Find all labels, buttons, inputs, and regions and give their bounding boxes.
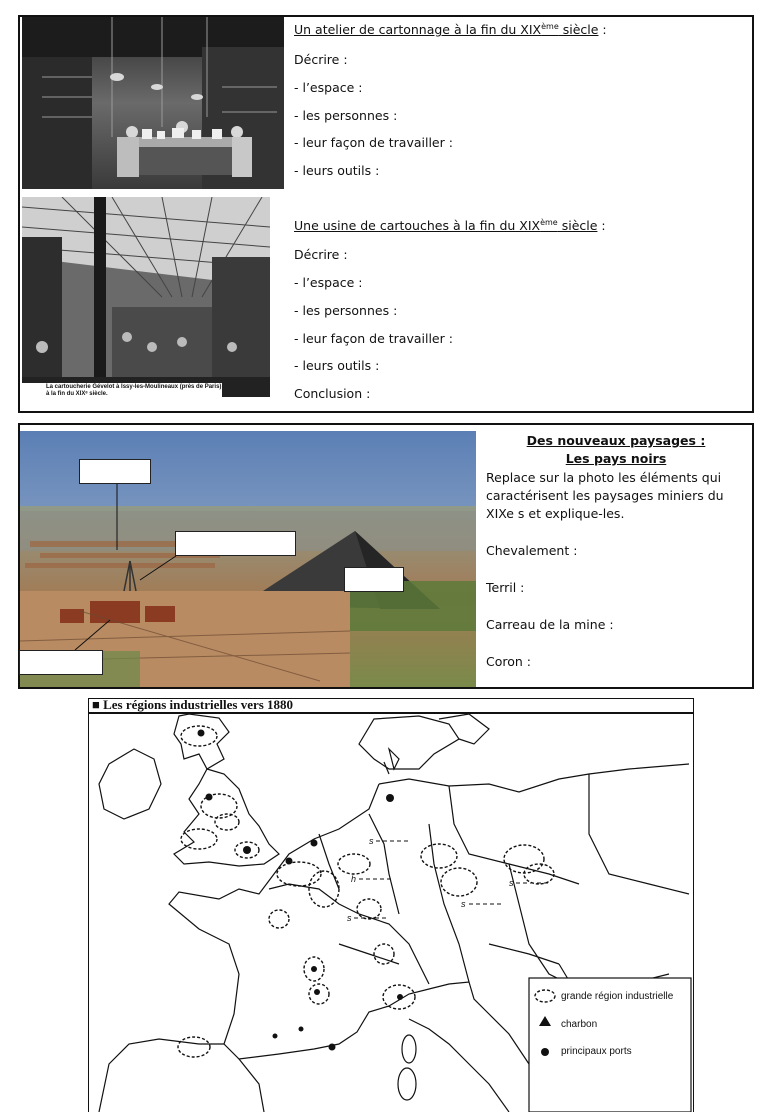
factory-title-colon: : (597, 218, 606, 234)
legend-label-industrial-region: grande région industrielle (561, 991, 674, 1002)
workshop-outils: - leurs outils : (294, 163, 380, 178)
scotland-coast (174, 714, 229, 769)
workshop-decrire: Décrire : (294, 52, 348, 67)
continent-coast (169, 784, 389, 1059)
workshop-personnes: - les personnes : (294, 108, 398, 123)
scandinavia-coast (359, 716, 459, 769)
workshop-title-text: Un atelier de cartonnage à la fin du XIX (294, 22, 542, 38)
workshop-facon: - leur façon de travailler : (294, 135, 453, 150)
conclusion-label: Conclusion : (294, 386, 371, 401)
blank-label-box-2[interactable] (175, 531, 296, 556)
caption-line-2: à la fin du XIXᵉ siècle. (46, 391, 108, 397)
coron-label: Coron : (486, 654, 531, 669)
caption-line-1: La cartoucherie Gévelot à Issy-les-Moulineaux (près de Paris) (46, 384, 222, 390)
mining-heading-2: Les pays noirs (565, 451, 667, 466)
factory-decrire: Décrire : (294, 247, 348, 262)
blank-label-box-1[interactable] (79, 459, 151, 484)
baltic-coast (379, 764, 689, 792)
mining-instructions-line-3: XIXe s et explique-les. (486, 506, 625, 521)
workshop-espace: - l’espace : (294, 80, 363, 95)
factory-personnes: - les personnes : (294, 303, 398, 318)
workshop-title-suffix: siècle (558, 22, 599, 38)
legend-label-ports: principaux ports (561, 1046, 632, 1057)
factory-outils: - leurs outils : (294, 358, 380, 373)
factory-facon: - leur façon de travailler : (294, 331, 453, 346)
blank-label-box-4[interactable] (19, 650, 103, 675)
mining-heading-1: Des nouveaux paysages : (526, 433, 706, 448)
iberia-coast (99, 1039, 264, 1112)
map-marker-h: h (351, 874, 357, 884)
map-marker-s-3: s (461, 899, 466, 909)
blank-label-box-3[interactable] (344, 567, 404, 592)
map-marker-s-2: s (347, 913, 352, 923)
map-marker-s-1: s (369, 836, 374, 846)
chevalement-label: Chevalement : (486, 543, 578, 558)
factory-title-sup: ème (540, 218, 558, 227)
terril-label: Terril : (486, 580, 525, 595)
map-title: ■ Les régions industrielles vers 1880 (92, 697, 294, 712)
legend-label-coal: charbon (561, 1019, 598, 1030)
mining-instructions-line-2: caractérisent les paysages miniers du (486, 488, 724, 503)
factory-espace: - l’espace : (294, 275, 363, 290)
carreau-label: Carreau de la mine : (486, 617, 614, 632)
ireland-coast (99, 749, 161, 819)
mining-instructions-line-1: Replace sur la photo les éléments qui (486, 470, 722, 485)
map-marker-s-4: s (509, 878, 514, 888)
legend-dot-icon (541, 1048, 549, 1056)
internal-borders (269, 774, 689, 994)
factory-title-text: Une usine de cartouches à la fin du XIX (294, 218, 541, 234)
factory-title-suffix: siècle (557, 218, 598, 234)
workshop-title-colon: : (598, 22, 607, 38)
workshop-title-sup: ème (541, 22, 559, 31)
